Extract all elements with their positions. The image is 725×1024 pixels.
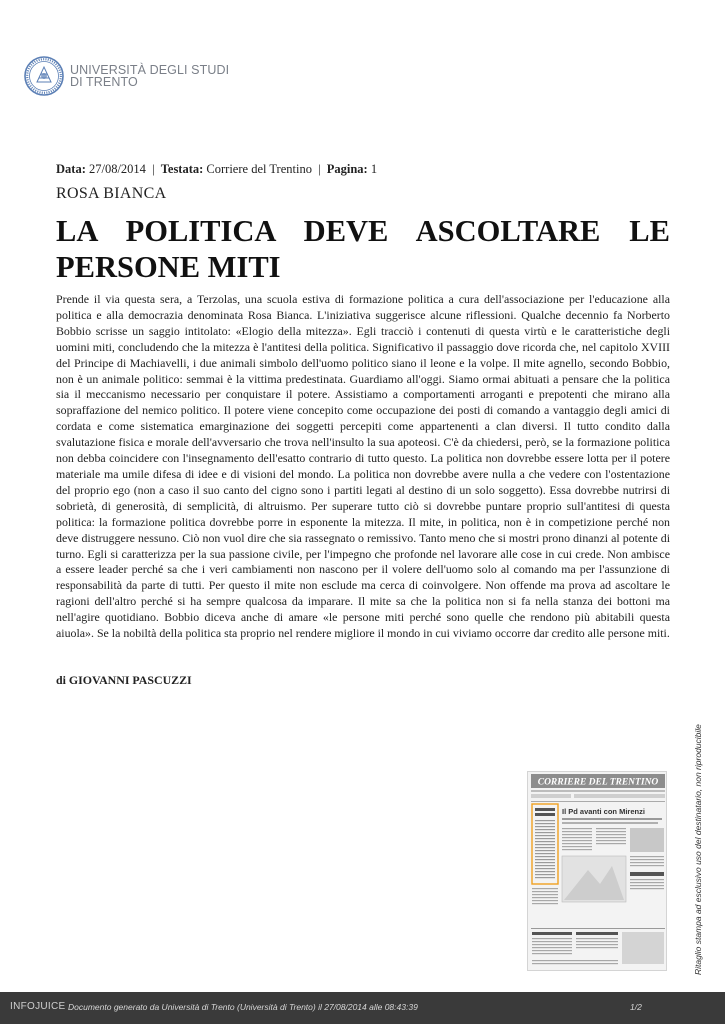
separator: | (318, 162, 321, 176)
university-name-line1: UNIVERSITÀ DEGLI STUDI (70, 63, 230, 77)
infojuice-logo: INFOJUICE (10, 1001, 66, 1012)
thumbnail-masthead: CORRIERE DEL TRENTINO (537, 777, 659, 788)
page-value: 1 (370, 162, 378, 176)
article-metadata (56, 162, 377, 177)
article-body: Prende il via questa sera, a Terzolas, una scuola estiva di formazione politica a cura dell'associazione per l'educazione alla politica e alla democrazia denominata Rosa Bianca. L'iniziativa suggerisce alcune riflessioni. Qualche decennio fa Norberto Bobbio scrisse un saggio intitolato: «Elogio della mitezza». Egli tracciò i contenuti di questa virtù e le caratteristiche degli uomini miti, concludendo che la mitezza è l'antitesi della politica. Significativo il passaggio dove ricorda che, nel capitolo XVIII del Principe di Machiavelli, i due animali simbolo dell'uomo politico siano il leone e la volpe. Il mite agnello, secondo Bobbio, non è un animale politico: semmai è la vittima predestinata. Guardiamo all'oggi. Siamo ormai abituati a pensare che la politica sia il meccanismo necessario per conquistare il potere. Assistiamo a comportamenti arroganti e prepotenti che mirano alla sopraffazione del nemico politico. Il potere viene concepito come occupazione dei posti di comando a vantaggio degli amici di cordata e come sistematica emarginazione dei soggetti percepiti come appartenenti a clan diversi. Il tutto condito dalla svalutazione fisica e morale dell'avversario che trova nell'insulto la sua apoteosi. C'è da chiedersi, però, se la formazione politica non debba coincidere con l'insegnamento dell'esatto contrario di tutto questo. La politica non dovrebbe essere lotta per il potere materiale ma umile difesa di idee e di visioni del mondo. La politica non dovrebbe avere nulla a che vedere con l'ostentazione del proprio ego (non a caso il suo canto del cigno sono i partiti legati al destino di un solo soggetto). Essa dovrebbe nutrirsi di sobrietà, di generosità, di semplicità, di altruismo. Per superare tutto ciò si dovrebbe puntare proprio sull'antitesi di questa politica: la formazione politica dovrebbe porre in esponente la mitezza. Il mite, in politica, non è in competizione perché non deve distruggere nessuno. Ciò non vuol dire che sia rassegnato o remissivo. Tanto meno che si mostri prono dinanzi al potente di turno. Egli si caratterizza per la sua passione civile, per l'impegno che profonde nel lavorare alle cose in cui crede. Non ambisce a essere leader perché sa che i veri cambiamenti non nascono per il volere dell'uomo solo al comando ma per l'assunzione di responsabilità da parte di tutti. Per questo il mite non esclude ma cerca di coinvolgere. Non offende ma prova ad ascoltare le ragioni dell'altro perché si ha sempre qualcosa da imparare. Il mite sa che la politica non si fa nella stanza dei bottoni ma nell'agire quotidiano. Bobbio diceva anche di amare «le persone miti perché sono quelle che rendono più abitabili questa aiuola». Se la nobiltà della politica sta proprio nel rendere migliore il mondo in cui viviamo occorre dar credito alle persone miti. (56, 292, 670, 641)
page-label: Pagina: (326, 162, 368, 176)
publication-label: Testata: (160, 162, 204, 176)
thumbnail-headline: Il Pd avanti con Mirenzi (562, 807, 645, 816)
article-title: LA POLITICA DEVE ASCOLTARE LE PERSONE MITI (56, 214, 670, 284)
newspaper-page-thumbnail (527, 771, 667, 971)
footer-bar (0, 992, 725, 1024)
date-value: 27/08/2014 (88, 162, 146, 176)
date-label: Data: (56, 162, 86, 176)
article-kicker: ROSA BIANCA (56, 185, 167, 202)
footer-page-number: 1/2 (630, 1002, 642, 1012)
publication-value: Corriere del Trentino (206, 162, 312, 176)
university-seal-icon (24, 56, 64, 96)
separator: | (152, 162, 155, 176)
copyright-side-note (693, 724, 703, 975)
article-author: di GIOVANNI PASCUZZI (56, 673, 192, 687)
newspaper-page-image (528, 772, 667, 971)
university-name-line2: DI TRENTO (70, 75, 138, 89)
footer-generated-note: Documento generato da Università di Trento (Università di Trento) il 27/08/2014 alle 08:43:39 (68, 1002, 418, 1012)
copyright-note-line1: Ritaglio stampa ad esclusivo uso del destinatario, non riproducibile (693, 724, 703, 975)
university-logo (24, 56, 229, 96)
